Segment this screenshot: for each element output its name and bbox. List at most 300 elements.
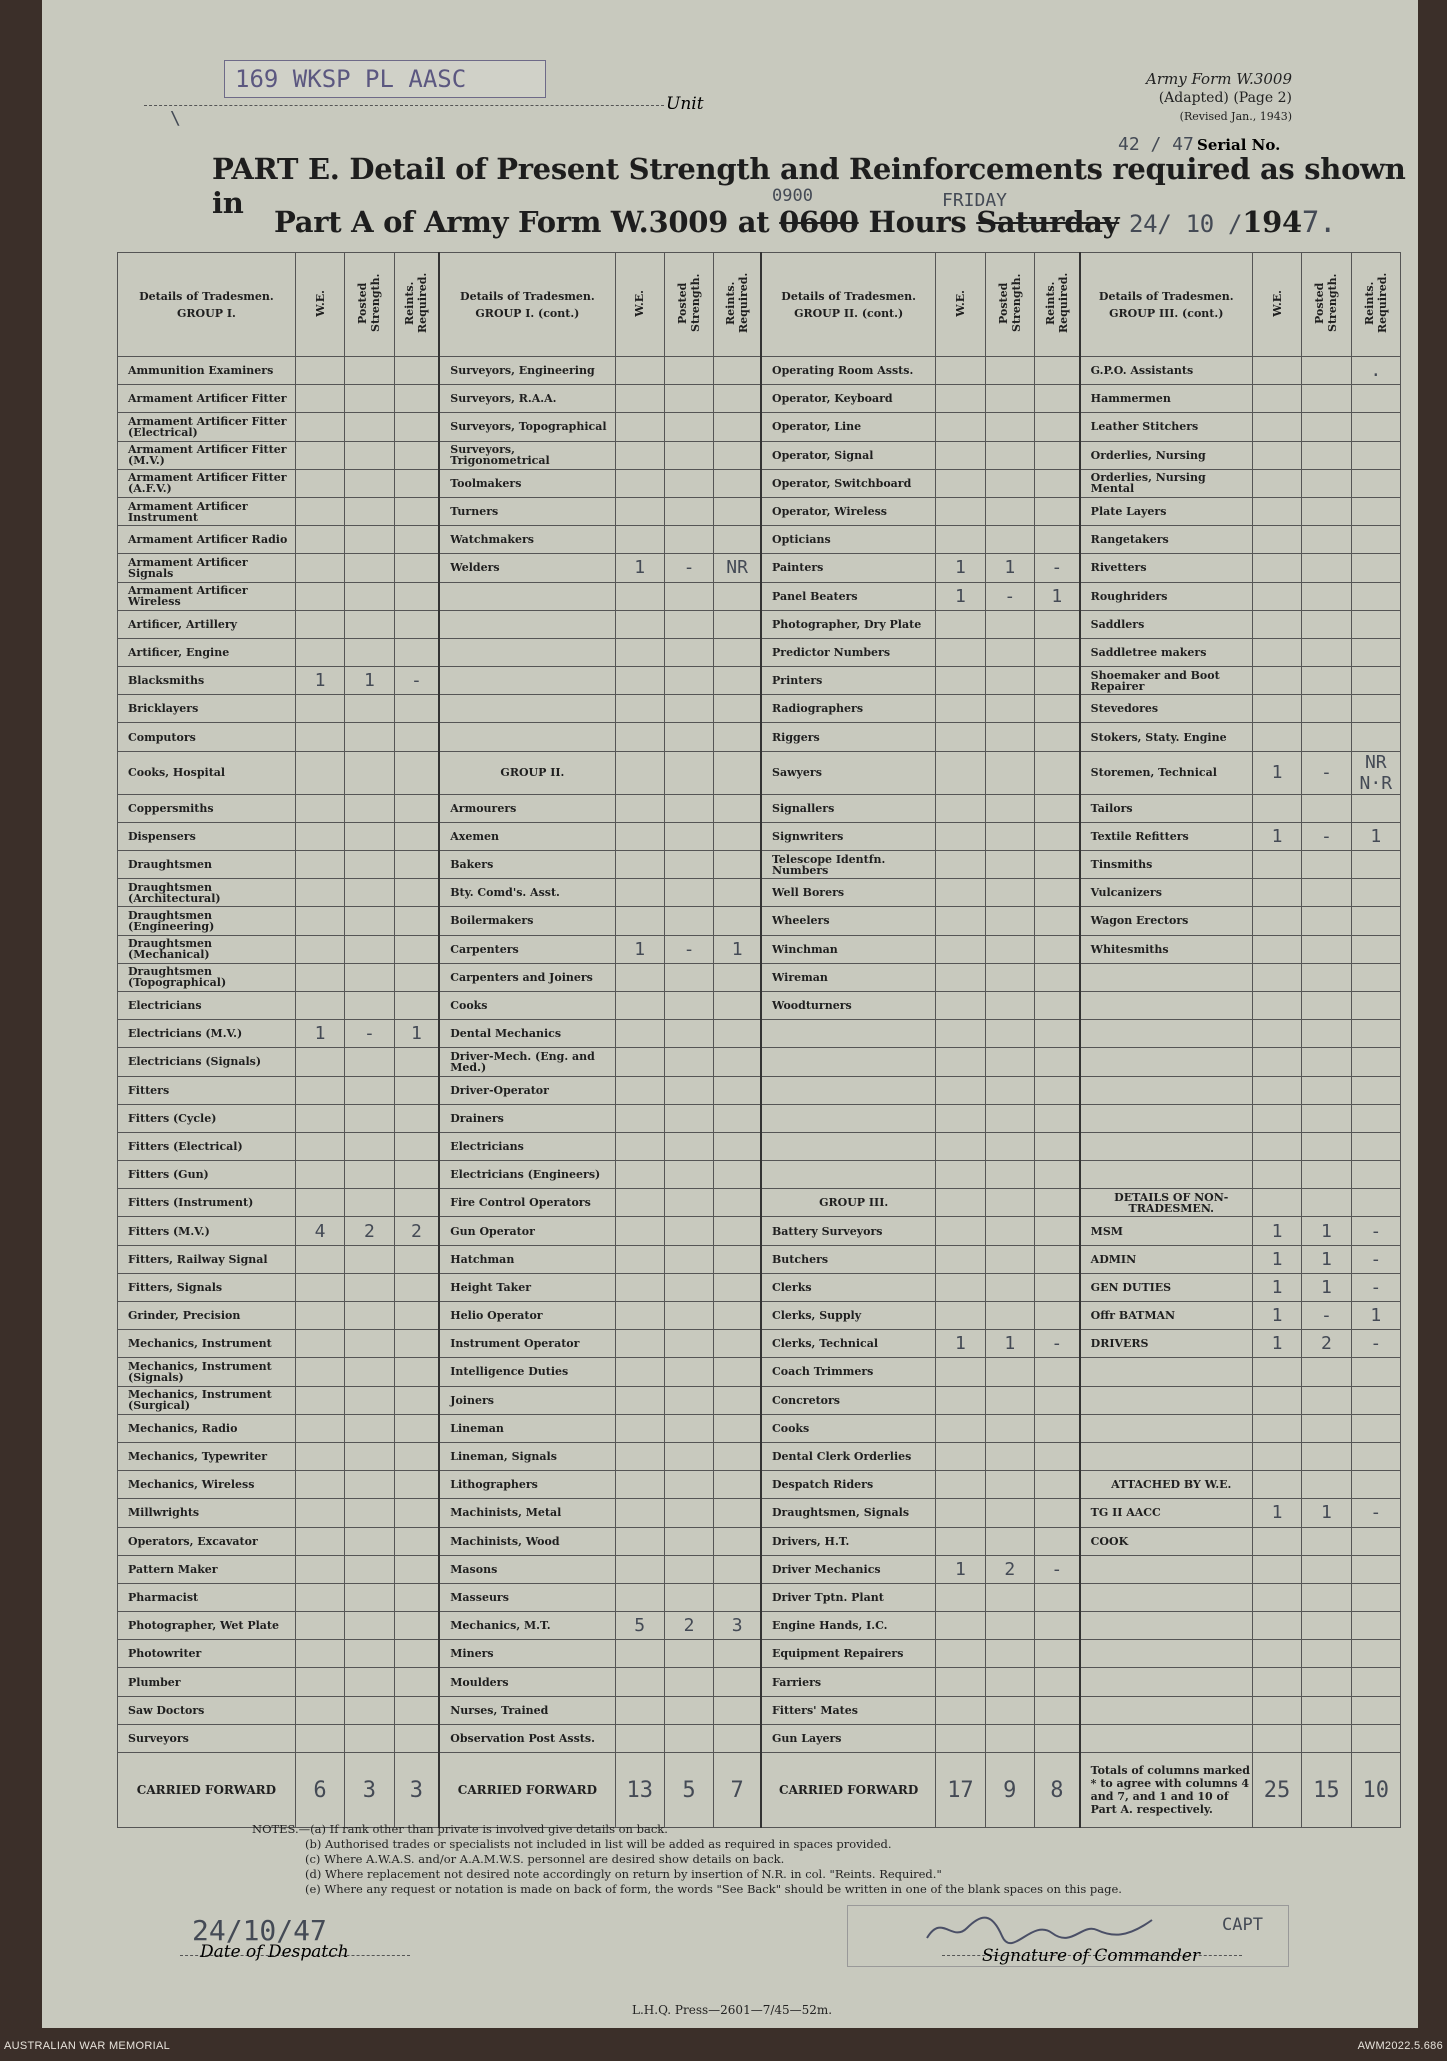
count-cell [1351,935,1400,963]
count-cell [1252,497,1301,525]
trade-label: Roughriders [1080,582,1253,610]
count-cell [1351,1442,1400,1470]
count-cell [985,1048,1034,1076]
count-cell [1351,991,1400,1019]
note-line: NOTES.—(a) If rank other than private is involved give details on back. [252,1822,668,1836]
trade-label: Engine Hands, I.C. [761,1612,936,1640]
count-cell [1351,851,1400,879]
count-cell [345,497,394,525]
unit-stamp: 169 WKSP PL AASC [224,60,546,98]
count-cell [615,526,664,554]
count-cell [1302,1668,1351,1696]
count-cell [1034,1076,1079,1104]
count-cell [985,1471,1034,1499]
trade-label: Mechanics, M.T. [439,1612,615,1640]
count-cell [1302,1161,1351,1189]
count-cell [1252,851,1301,879]
count-cell [664,1583,713,1611]
trade-label [1080,963,1253,991]
trade-label: Electricians (Signals) [118,1048,296,1076]
trade-label: Winchman [761,935,936,963]
count-cell [1351,963,1400,991]
count-cell [295,1330,344,1358]
carried-forward-value: 13 [615,1753,664,1828]
count-cell [295,1302,344,1330]
count-cell [295,1386,344,1414]
table-row [118,907,1401,935]
trade-label: Farriers [761,1668,936,1696]
count-cell [295,1499,344,1527]
count-cell [615,879,664,907]
count-cell [615,1132,664,1160]
count-cell: - [664,554,713,582]
count-cell: 1 [1252,1273,1301,1301]
count-cell [985,851,1034,879]
count-cell [1252,1414,1301,1442]
count-cell [1302,1048,1351,1076]
note-line: (e) Where any request or notation is made on back of form, the words "See Back" should be written in one of the blank spaces on this page. [305,1882,1122,1896]
trade-label: Draughtsmen (Engineering) [118,907,296,935]
table-row [118,1668,1401,1696]
count-cell: - [1034,554,1079,582]
count-cell [295,1640,344,1668]
trade-label: Electricians [118,991,296,1019]
count-cell [345,1048,394,1076]
carried-forward-row [118,1753,1401,1828]
trade-label: Orderlies, Nursing Mental [1080,469,1253,497]
count-cell [664,794,713,822]
count-cell [985,413,1034,441]
table-row [118,695,1401,723]
count-cell [664,1161,713,1189]
count-cell [664,413,713,441]
count-cell [1252,963,1301,991]
trade-label: Mechanics, Instrument [118,1330,296,1358]
count-cell [1034,963,1079,991]
trade-label: Electricians (Engineers) [439,1161,615,1189]
count-cell [936,1273,985,1301]
count-cell [295,469,344,497]
trade-label [1080,1668,1253,1696]
trade-label: Drainers [439,1104,615,1132]
count-cell [1351,1640,1400,1668]
count-cell [936,1442,985,1470]
count-cell [394,1555,439,1583]
count-cell: 1 [1252,751,1301,794]
count-cell [664,1189,713,1217]
count-cell [295,1189,344,1217]
count-cell [985,1020,1034,1048]
count-cell [345,441,394,469]
count-cell [664,1555,713,1583]
count-cell [714,1330,761,1358]
count-cell [345,1442,394,1470]
trade-label [1080,1583,1253,1611]
count-cell [936,1132,985,1160]
trade-label: Draughtsmen (Mechanical) [118,935,296,963]
count-cell [985,497,1034,525]
trade-label: Dental Mechanics [439,1020,615,1048]
trade-label: Cooks [761,1414,936,1442]
count-cell [615,667,664,695]
trade-label: Mechanics, Instrument (Surgical) [118,1386,296,1414]
count-cell [714,1696,761,1724]
count-cell: 1 [1351,822,1400,850]
count-cell [1252,1386,1301,1414]
count-cell [1034,1442,1079,1470]
count-cell [394,851,439,879]
count-cell [1302,723,1351,751]
count-cell [394,1330,439,1358]
count-cell [1302,1555,1351,1583]
table-row [118,879,1401,907]
count-cell: 1 [615,554,664,582]
count-cell [1351,667,1400,695]
trade-label: Lineman [439,1414,615,1442]
count-cell: 2 [664,1612,713,1640]
trade-label: Rivetters [1080,554,1253,582]
trade-label: Hammermen [1080,385,1253,413]
table-row [118,1189,1401,1217]
count-cell [985,879,1034,907]
count-cell [1252,1104,1301,1132]
count-cell [345,1104,394,1132]
count-cell [394,1640,439,1668]
count-cell [394,1048,439,1076]
count-cell [985,638,1034,666]
count-cell [295,413,344,441]
count-cell [1252,1161,1301,1189]
count-cell [1351,1161,1400,1189]
count-cell [664,667,713,695]
trade-label: Armament Artificer Fitter (M.V.) [118,441,296,469]
count-cell [664,1527,713,1555]
table-row [118,963,1401,991]
carried-forward-value: 3 [345,1753,394,1828]
count-cell [985,1273,1034,1301]
count-cell [394,1189,439,1217]
header-group-3-cont: Details of Tradesmen. GROUP III. (cont.) [1080,253,1253,357]
trade-label: Watchmakers [439,526,615,554]
count-cell [664,1076,713,1104]
count-cell [1351,582,1400,610]
count-cell [1034,413,1079,441]
count-cell [1034,526,1079,554]
trade-label: Stokers, Staty. Engine [1080,723,1253,751]
count-cell [295,1048,344,1076]
count-cell [985,441,1034,469]
count-cell [615,991,664,1019]
count-cell [295,610,344,638]
count-cell [615,1330,664,1358]
count-cell [345,1273,394,1301]
count-cell [394,1132,439,1160]
signature-label: Signature of Commander [982,1946,1200,1966]
trade-label: Joiners [439,1386,615,1414]
count-cell [664,991,713,1019]
count-cell: 1 [1252,1217,1301,1245]
trade-label: Miners [439,1640,615,1668]
count-cell [664,469,713,497]
count-cell [985,991,1034,1019]
count-cell [1034,1302,1079,1330]
count-cell [1034,1245,1079,1273]
count-cell [1302,1696,1351,1724]
table-row [118,1104,1401,1132]
count-cell [1034,1104,1079,1132]
count-cell [936,991,985,1019]
count-cell [394,385,439,413]
carried-forward-value: 8 [1034,1753,1079,1828]
trade-label: Operating Room Assts. [761,357,936,385]
count-cell [714,963,761,991]
count-cell [345,1132,394,1160]
count-cell [1351,1048,1400,1076]
count-cell [985,1104,1034,1132]
trade-label: Offr BATMAN [1080,1302,1253,1330]
table-row [118,991,1401,1019]
count-cell: 1 [295,667,344,695]
count-cell [1302,610,1351,638]
count-cell [985,1583,1034,1611]
count-cell [345,1471,394,1499]
count-cell [1351,610,1400,638]
trade-label: Machinists, Metal [439,1499,615,1527]
unit-underline [144,105,664,106]
count-cell [1034,1161,1079,1189]
count-cell [345,991,394,1019]
trade-label: Surveyors, Trigonometrical [439,441,615,469]
trade-label [439,667,615,695]
count-cell [345,751,394,794]
trade-label: Draughtsmen (Topographical) [118,963,296,991]
count-cell: - [1034,1330,1079,1358]
trade-label: Radiographers [761,695,936,723]
count-cell [615,497,664,525]
count-cell [1302,935,1351,963]
count-cell [295,497,344,525]
table-row [118,1696,1401,1724]
carried-forward-value: 5 [664,1753,713,1828]
count-cell [664,723,713,751]
count-cell [936,638,985,666]
count-cell [394,638,439,666]
count-cell [664,1386,713,1414]
table-row [118,1048,1401,1076]
count-cell [936,1668,985,1696]
count-cell: - [664,935,713,963]
count-cell [1351,1668,1400,1696]
carried-forward-value: 9 [985,1753,1034,1828]
trade-label [1080,1640,1253,1668]
table-row [118,1161,1401,1189]
count-cell [664,879,713,907]
count-cell [1252,667,1301,695]
trade-label: Plate Layers [1080,497,1253,525]
count-cell [615,1640,664,1668]
trade-label: Carpenters [439,935,615,963]
count-cell [714,991,761,1019]
trade-label [439,582,615,610]
count-cell [345,822,394,850]
count-cell [615,1696,664,1724]
note-line: (b) Authorised trades or specialists not included in list will be added as required in spaces provided. [305,1837,892,1851]
table-row [118,1330,1401,1358]
trade-label: Mechanics, Typewriter [118,1442,296,1470]
count-cell [936,1583,985,1611]
count-cell [1034,879,1079,907]
trade-label: Saddlers [1080,610,1253,638]
count-cell [985,695,1034,723]
trade-label: Surveyors, R.A.A. [439,385,615,413]
count-cell [295,385,344,413]
count-cell [295,441,344,469]
count-cell [345,413,394,441]
archive-credit: AUSTRALIAN WAR MEMORIAL [4,2040,171,2052]
count-cell [345,1161,394,1189]
count-cell [985,1724,1034,1752]
count-cell [1302,554,1351,582]
trade-label: Pharmacist [118,1583,296,1611]
trade-label: Fitters (M.V.) [118,1217,296,1245]
notes-block [252,1822,1122,1897]
count-cell [295,1245,344,1273]
count-cell [664,1358,713,1386]
count-cell [615,1555,664,1583]
count-cell [985,1076,1034,1104]
trade-label: Photographer, Wet Plate [118,1612,296,1640]
trade-label: Predictor Numbers [761,638,936,666]
count-cell [1351,1527,1400,1555]
count-cell [1252,879,1301,907]
count-cell [1252,1358,1301,1386]
count-cell [1034,1048,1079,1076]
count-cell [345,1499,394,1527]
count-cell [345,638,394,666]
count-cell [714,1499,761,1527]
count-cell [664,526,713,554]
trade-label [439,723,615,751]
count-cell [1034,497,1079,525]
trade-label: Surveyors, Engineering [439,357,615,385]
count-cell [1252,991,1301,1019]
trade-label: Fitters (Instrument) [118,1189,296,1217]
count-cell [615,1471,664,1499]
count-cell [394,413,439,441]
count-cell [1302,695,1351,723]
count-cell [1351,441,1400,469]
trade-label: Orderlies, Nursing [1080,441,1253,469]
count-cell [1351,1696,1400,1724]
count-cell [295,1696,344,1724]
table-row [118,638,1401,666]
trade-label [1080,1358,1253,1386]
trade-label: Wagon Erectors [1080,907,1253,935]
count-cell [714,723,761,751]
count-cell [394,554,439,582]
count-cell: 1 [345,667,394,695]
header-group-1: Details of Tradesmen. GROUP I. [118,253,296,357]
count-cell [664,497,713,525]
count-cell [1034,794,1079,822]
trade-label: Tinsmiths [1080,851,1253,879]
count-cell [1252,441,1301,469]
count-cell [664,441,713,469]
count-cell [615,907,664,935]
trade-label: Mechanics, Wireless [118,1471,296,1499]
count-cell [936,751,985,794]
trade-label [761,1161,936,1189]
count-cell [664,1442,713,1470]
count-cell [345,469,394,497]
count-cell [394,526,439,554]
count-cell [615,1358,664,1386]
count-cell [394,695,439,723]
count-cell [985,357,1034,385]
count-cell [985,1612,1034,1640]
count-cell [1252,907,1301,935]
trade-label [761,1048,936,1076]
trade-label: Shoemaker and Boot Repairer [1080,667,1253,695]
title-day-handwritten: FRIDAY [942,190,1008,211]
trade-label: G.P.O. Assistants [1080,357,1253,385]
count-cell: . [1351,357,1400,385]
count-cell [615,695,664,723]
trade-label [1080,1414,1253,1442]
count-cell [1034,723,1079,751]
count-cell [615,851,664,879]
count-cell [664,582,713,610]
trade-label: Operator, Switchboard [761,469,936,497]
count-cell [1302,1386,1351,1414]
count-cell [664,963,713,991]
trade-label: Hatchman [439,1245,615,1273]
table-row [118,526,1401,554]
count-cell [936,1217,985,1245]
table-row [118,1442,1401,1470]
trade-label: Ammunition Examiners [118,357,296,385]
count-cell [714,1048,761,1076]
count-cell [295,751,344,794]
count-cell [664,1640,713,1668]
count-cell [714,1668,761,1696]
trade-label [761,1076,936,1104]
trade-label: Grinder, Precision [118,1302,296,1330]
count-cell: 1 [936,582,985,610]
trade-label: Millwrights [118,1499,296,1527]
count-cell [345,695,394,723]
trade-label: Armament Artificer Instrument [118,497,296,525]
count-cell [936,1640,985,1668]
count-cell [1351,1724,1400,1752]
count-cell: - [345,1020,394,1048]
table-row [118,413,1401,441]
count-cell [345,1189,394,1217]
table-row [118,822,1401,850]
count-cell [714,1724,761,1752]
count-cell [345,1555,394,1583]
count-cell [345,1076,394,1104]
count-cell [1252,385,1301,413]
trade-label: Drivers, H.T. [761,1527,936,1555]
count-cell [714,413,761,441]
trade-label: Armament Artificer Fitter (A.F.V.) [118,469,296,497]
count-cell [345,1358,394,1386]
count-cell [664,1217,713,1245]
trade-label: Riggers [761,723,936,751]
count-cell [714,1104,761,1132]
count-cell [714,751,761,794]
